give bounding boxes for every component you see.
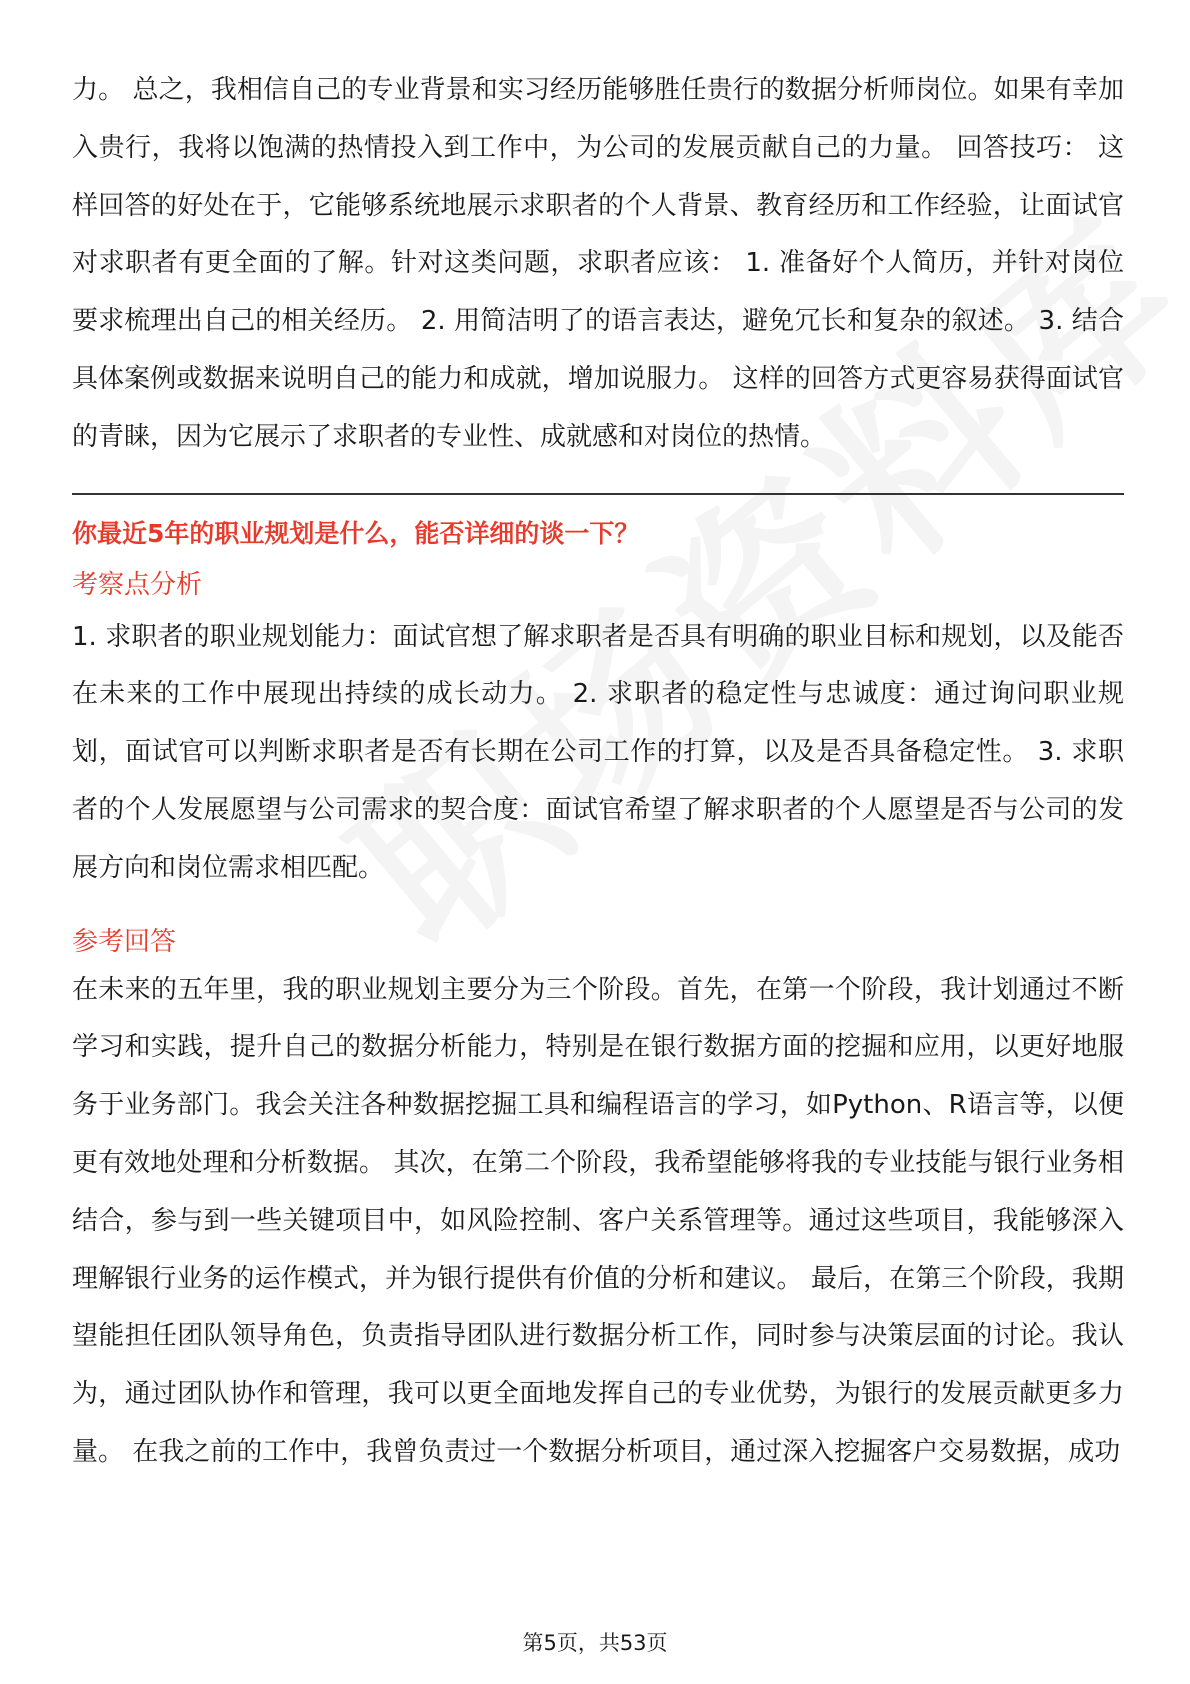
analysis-heading: 考察点分析	[72, 569, 203, 600]
page-number-footer: 第5页，共53页	[522, 1631, 668, 1655]
section-divider	[72, 493, 1124, 495]
answer-paragraph: 在未来的五年里，我的职业规划主要分为三个阶段。首先，在第一个阶段，我计划通过不断学习和实践，提升自己的数据分析能力，特别是在银行数据方面的挖掘和应用，以更好地服务于业务部门。我会关注各种数据挖掘工具和编程语言的学习，如Python、R语言等，以便更有效地处理和分析数据。 其次，在第二个阶段，我希望能够将我的专业技能与银行业务相结合，参与到一些关键项目中，如风险控制、客户关系管理等。通过这些项目，我能够深入理解银行业务的运作模式，并为银行提供有价值的分析和建议。 最后，在第三个阶段，我期望能担任团队领导角色，负责指导团队进行数据分析工作，同时参与决策层面的讨论。我认为，通过团队协作和管理，我可以更全面地发挥自己的专业优势，为银行的发展贡献更多力量。 在我之前的工作中，我曾负责过一个数据分析项目，通过深入挖掘客户交易数据，成功	[72, 974, 1124, 1467]
document-page	[72, 62, 1124, 1482]
analysis-paragraph: 1. 求职者的职业规划能力：面试官想了解求职者是否具有明确的职业目标和规划，以及能否在未来的工作中展现出持续的成长动力。 2. 求职者的稳定性与忠诚度：通过询问职业规划，面试官可以判断求职者是否有长期在公司工作的打算，以及是否具备稳定性。 3. 求职者的个人发展愿望与公司需求的契合度：面试官希望了解求职者的个人愿望是否与公司的发展方向和岗位需求相匹配。	[72, 621, 1124, 883]
intro-paragraph: 力。 总之，我相信自己的专业背景和实习经历能够胜任贵行的数据分析师岗位。如果有幸加入贵行，我将以饱满的热情投入到工作中，为公司的发展贡献自己的力量。 回答技巧： 这样回答的好处在于，它能够系统地展示求职者的个人背景、教育经历和工作经验，让面试官对求职者有更全面的了解。针对这类问题，求职者应该： 1. 准备好个人简历，并针对岗位要求梳理出自己的相关经历。 2. 用简洁明了的语言表达，避免冗长和复杂的叙述。 3. 结合具体案例或数据来说明自己的能力和成就，增加说服力。 这样的回答方式更容易获得面试官的青睐，因为它展示了求职者的专业性、成就感和对岗位的热情。	[72, 75, 1124, 452]
answer-heading: 参考回答	[72, 926, 177, 957]
interview-question: 你最近5年的职业规划是什么，能否详细的谈一下？	[72, 518, 640, 548]
